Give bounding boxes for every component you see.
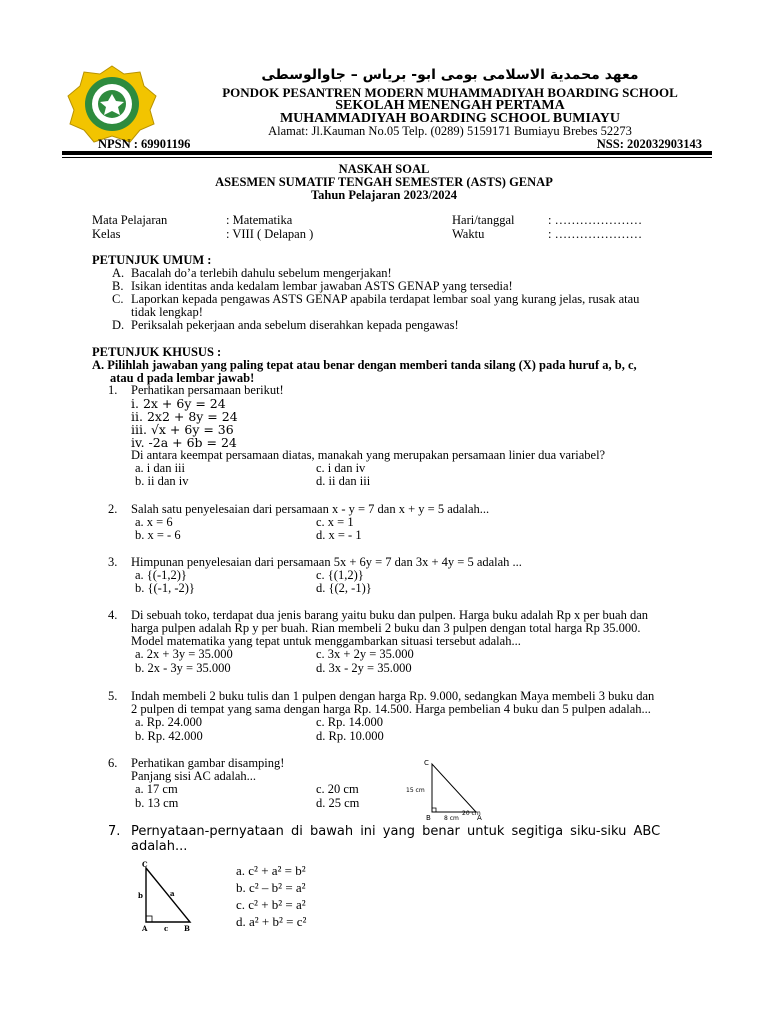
option-a[interactable]: a. c² + a² = b²: [236, 863, 306, 878]
option-c[interactable]: c. {(1,2)}: [316, 568, 364, 582]
mapel-label: Mata Pelajaran: [92, 213, 168, 227]
title-naskah: NASKAH SOAL: [338, 162, 430, 176]
option-a[interactable]: a. Rp. 24.000: [135, 715, 203, 729]
option-c[interactable]: c. 20 cm: [316, 782, 359, 796]
option-b[interactable]: b. Rp. 42.000: [135, 729, 203, 743]
option-a[interactable]: a. 2x + 3y = 35.000: [135, 647, 233, 661]
hari-label: Hari/tanggal: [452, 213, 515, 227]
option-c[interactable]: c. i dan iv: [316, 461, 366, 475]
q7-options: [236, 862, 306, 930]
waktu-label: Waktu: [452, 227, 485, 241]
option-d[interactable]: d. 25 cm: [316, 796, 360, 810]
q-text-line-1: Pernyataan-pernyataan di bawah ini yang benar untuk segitiga siku-siku ABC: [131, 824, 661, 839]
title-asesmen: ASESMEN SUMATIF TENGAH SEMESTER (ASTS) GENAP: [215, 175, 553, 189]
option-d[interactable]: d. 3x - 2y = 35.000: [316, 661, 412, 675]
triangle-figure-q6: [400, 756, 510, 826]
q-number: 4.: [108, 608, 118, 622]
q-text-line-1: Perhatikan gambar disamping!: [131, 756, 285, 770]
title-tahun: Tahun Pelajaran 2023/2024: [310, 188, 458, 202]
option-d[interactable]: d. a² + b² = c²: [236, 914, 307, 929]
q-text: Salah satu penyelesaian dari persamaan x - y = 7 dan x + y = 5 adalah...: [131, 502, 490, 516]
petunjuk-umum-heading: PETUNJUK UMUM :: [92, 253, 212, 267]
option-d[interactable]: d. x = - 1: [316, 528, 362, 542]
petunjuk-khusus-heading: PETUNJUK KHUSUS :: [92, 345, 222, 359]
label-c: C: [424, 759, 429, 767]
list-item: C. Laporkan kepada pengawas ASTS GENAP apabila terdapat lembar soal yang kurang jelas, rusak atau: [112, 292, 640, 306]
option-b[interactable]: b. 2x - 3y = 35.000: [135, 661, 231, 675]
q-text-line-2: harga pulpen adalah Rp y per buah. Rian membeli 2 buku dan 3 pulpen dengan total harga Rp 35.000.: [131, 621, 641, 635]
arabic-header: معهد محمدية الاسلامى بومى ابو- برياس – جاوالوسطى: [261, 67, 639, 83]
q-number: 2.: [108, 502, 118, 516]
option-c[interactable]: c. 3x + 2y = 35.000: [316, 647, 414, 661]
side-a-label: a: [170, 889, 175, 898]
option-b[interactable]: b. x = - 6: [135, 528, 181, 542]
instruction-line-1: A. Pilihlah jawaban yang paling tepat atau benar dengan memberi tanda silang (X) pada huruf a, b, c,: [92, 358, 637, 372]
option-c[interactable]: c. x = 1: [316, 515, 354, 529]
label-b: B: [426, 814, 431, 822]
option-d[interactable]: d. {(2, -1)}: [316, 581, 372, 595]
header-line-2: SEKOLAH MENENGAH PERTAMA: [335, 98, 565, 113]
option-d[interactable]: d. ii dan iii: [316, 474, 371, 488]
triangle-figure-q7: [134, 860, 204, 934]
mapel-value: : Matematika: [226, 213, 293, 227]
hari-value: : …………………: [548, 213, 643, 227]
list-item: B. Isikan identitas anda kedalam lembar jawaban ASTS GENAP yang tersedia!: [112, 279, 513, 293]
q-text-line-2: adalah...: [131, 839, 188, 854]
equation-2: ii. 2x2 + 8y = 24: [131, 409, 238, 424]
q-text: Perhatikan persamaan berikut!: [131, 383, 284, 397]
option-a[interactable]: a. i dan iii: [135, 461, 185, 475]
label-c: C: [142, 860, 148, 869]
equation-4: iv. -2a + 6b = 24: [131, 435, 237, 450]
option-b[interactable]: b. 13 cm: [135, 796, 179, 810]
option-b[interactable]: b. ii dan iv: [135, 474, 189, 488]
list-item: tidak lengkap!: [131, 305, 203, 319]
label-b: B: [184, 924, 190, 933]
side-label: 15 cm: [406, 787, 425, 794]
petunjuk-umum-list: [112, 267, 712, 332]
side-c-label: c: [164, 924, 169, 933]
instruction-line-2: atau d pada lembar jawab!: [110, 371, 255, 385]
q-number: 5.: [108, 689, 118, 703]
header-line-1: PONDOK PESANTREN MODERN MUHAMMADIYAH BOARDING SCHOOL: [222, 85, 678, 100]
q-number: 1.: [108, 383, 118, 397]
waktu-value: : …………………: [548, 227, 643, 241]
question-3: [108, 556, 728, 600]
question-7: [108, 824, 728, 854]
q-text-line-2: Panjang sisi AC adalah...: [131, 769, 256, 783]
q-number: 7.: [108, 824, 121, 839]
option-b[interactable]: b. c² – b² = a²: [236, 880, 306, 895]
q-ask: Di antara keempat persamaan diatas, manakah yang merupakan persamaan linier dua variabel?: [131, 448, 606, 462]
option-b[interactable]: b. {(-1, -2)}: [135, 581, 195, 595]
kelas-value: : VIII ( Delapan ): [226, 227, 314, 241]
address: Alamat: Jl.Kauman No.05 Telp. (0289) 5159171 Bumiayu Brebes 52273: [268, 124, 632, 138]
q-text: Himpunan penyelesaian dari persamaan 5x + 6y = 7 dan 3x + 4y = 5 adalah ...: [131, 555, 522, 569]
list-item: A. Bacalah do’a terlebih dahulu sebelum mengerjakan!: [112, 266, 392, 280]
nss: NSS: 202032903143: [596, 137, 702, 151]
q-text-line-2: 2 pulpen di tempat yang sama dengan harga Rp. 14.500. Harga pembelian 4 buku dan 5 pulpen adalah...: [131, 702, 651, 716]
label-a: A: [142, 924, 148, 933]
q-text-line-1: Indah membeli 2 buku tulis dan 1 pulpen dengan harga Rp. 9.000, sedangkan Maya membeli 3 buku dan: [131, 689, 655, 703]
kelas-label: Kelas: [92, 227, 121, 241]
option-a[interactable]: a. {(-1,2)}: [135, 568, 187, 582]
school-logo: [64, 64, 160, 144]
q-text-line-3: Model matematika yang tepat untuk menggambarkan situasi tersebut adalah...: [131, 634, 521, 648]
question-1: [108, 384, 728, 494]
option-c[interactable]: c. c² + b² = a²: [236, 897, 306, 912]
header-line-3: MUHAMMADIYAH BOARDING SCHOOL BUMIAYU: [279, 111, 621, 126]
option-d[interactable]: d. Rp. 10.000: [316, 729, 384, 743]
list-item: D. Periksalah pekerjaan anda sebelum diserahkan kepada pengawas!: [112, 318, 459, 332]
hyp-label: 20 cm: [462, 810, 481, 817]
base-label: 8 cm: [444, 815, 459, 822]
q-number: 6.: [108, 756, 118, 770]
label-a: A: [477, 814, 482, 822]
question-5: [108, 690, 728, 746]
question-2: [108, 503, 728, 547]
side-b-label: b: [138, 891, 143, 900]
equation-1: i. 2x + 6y = 24: [131, 396, 226, 411]
question-4: [108, 609, 728, 679]
equation-3: iii. √x + 6y = 36: [131, 422, 234, 437]
q-number: 3.: [108, 555, 118, 569]
header-divider-thin: [62, 157, 712, 158]
option-a[interactable]: a. x = 6: [135, 515, 173, 529]
option-a[interactable]: a. 17 cm: [135, 782, 178, 796]
header-divider-thick: [62, 151, 712, 155]
npsn: NPSN : 69901196: [98, 137, 191, 151]
option-c[interactable]: c. Rp. 14.000: [316, 715, 384, 729]
q-text-line-1: Di sebuah toko, terdapat dua jenis barang yaitu buku dan pulpen. Harga buku adalah Rp x per buah dan: [131, 608, 648, 622]
